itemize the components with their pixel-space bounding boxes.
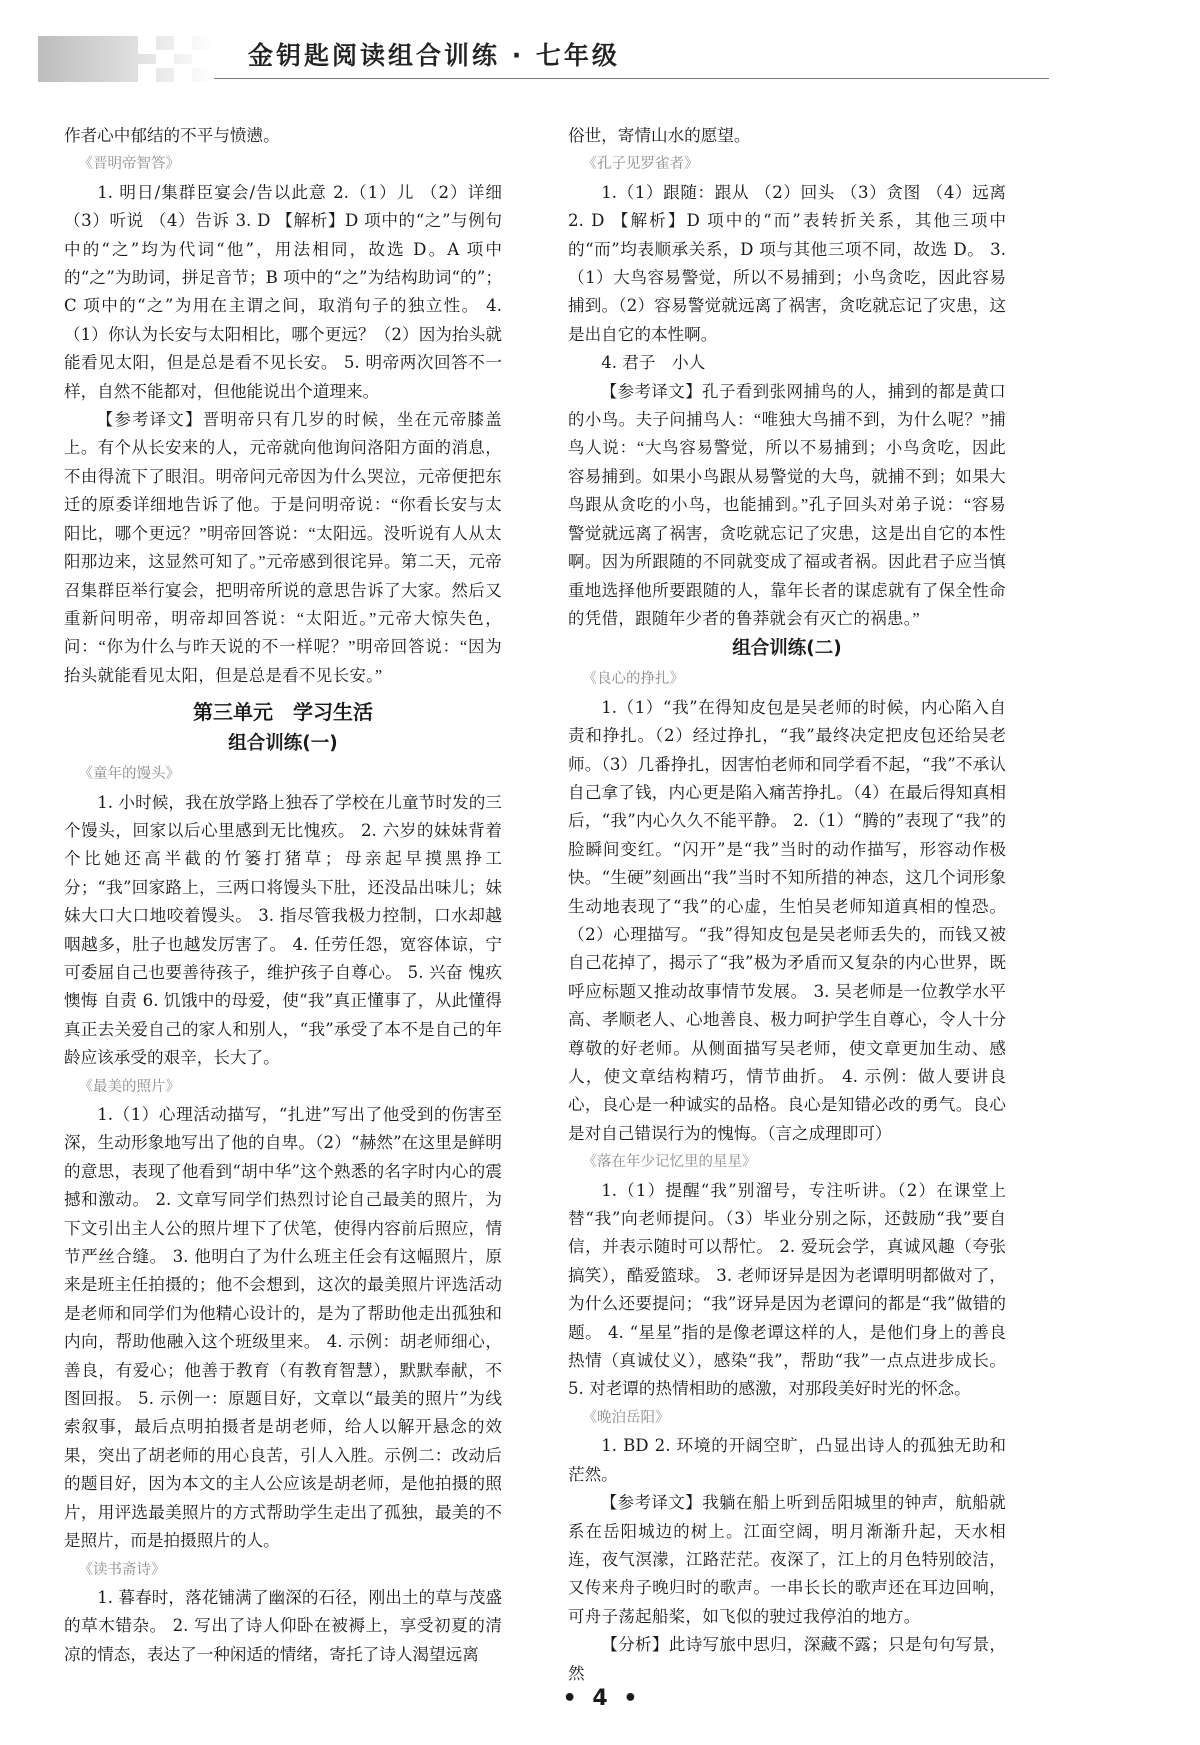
section-title: 《最美的照片》 (78, 1078, 180, 1095)
section-title: 《童年的馒头》 (78, 766, 180, 783)
answer-text: 4. 君子 小人 (601, 353, 706, 373)
header-checker-decoration (38, 36, 214, 82)
answer-text: 1. 暮春时，落花铺满了幽深的石径，刚出土的草与茂盛的草木错杂。 2. 写出了诗人仰卧在被褥上，享受初夏的清凉的情态，表达了一种闲适的情绪，寄托了诗人渴望远离 (64, 1587, 502, 1664)
answer-text: 1.（1）心理活动描写，“扎进”写出了他受到的伤害至深，生动形象地写出了他的自卑。（2）“赫然”在这里是鲜明的意思，表现了他看到“胡中华”这个熟悉的名字时内心的震撼和激动。 2. 文章写同学们热烈讨论自己最美的照片，为下文引出主人公的照片埋下了伏笔，使得内容前后照应，情节严丝合缝。 3. 他明白了为什么班主任会有这幅照片，原来是班主任拍摄的；他不会想到，这次的最美照片评选活动是老师和同学们为他精心设计的，是为了帮助他走出孤独和内向，帮助他融入这个班级里来。 4. 示例：胡老师细心，善良，有爱心；他善于教育（有教育智慧），默默奉献，不图回报。 5. 示例一：原题目好，文章以“最美的照片”为线索叙事，最后点明拍摄者是胡老师，给人以解开悬念的效果，突出了胡老师的用心良苦，引人入胜。示例二：改动后的题目好，因为本文的主人公应该是胡老师，是他拍摄的照片，用评选最美照片的方式帮助学生走出了孤独，最美的不是照片，而是拍摄照片的人。 (64, 1105, 502, 1551)
section-title: 《晋明帝智答》 (78, 156, 180, 173)
bullet-left: • (562, 1686, 577, 1711)
section-title: 《晚泊岳阳》 (582, 1409, 670, 1426)
answer-text: 1. 小时候，我在放学路上独吞了学校在儿童节时发的三个馒头，回家以后心里感到无比愧疚。 2. 六岁的妹妹背着个比她还高半截的竹篓打猪草；母亲起早摸黑挣工分；“我”回家路上，三两口将馒头下肚，还没品出味儿；妹妹大口大口地咬着馒头。 3. 指尽管我极力控制，口水却越咽越多，肚子也越发厉害了。 4. 任劳任怨，宽容体谅，宁可委屈自己也要善待孩子，维护孩子自尊心。 5. 兴奋 愧疚 懊悔 自责 6. 饥饿中的母爱，使“我”真正懂事了，从此懂得真正去关爱自己的家人和别人，“我”承受了本不是自己的年龄应该承受的艰辛，长大了。 (64, 792, 502, 1068)
training-heading: 组合训练(二) (732, 638, 842, 660)
answer-text: 1.（1）提醒“我”别溜号，专注听讲。（2）在课堂上替“我”向老师提问。（3）毕业分别之际，还鼓励“我”要自信，并表示随时可以帮忙。 2. 爱玩会学，真诚风趣（夸张搞笑），酷爱篮球。 3. 老师讶异是因为老谭明明都做对了，为什么还要提问；“我”讶异是因为老谭问的都是“我”做错的题。 4. “星星”指的是像老谭这样的人，是他们身上的善良热情（真诚仗义），感染“我”，帮助“我”一点点进步成长。 5. 对老谭的热情相助的感激，对那段美好时光的怀念。 (568, 1180, 1006, 1399)
section-title: 《落在年少记忆里的星星》 (582, 1154, 757, 1171)
translation-text: 【参考译文】晋明帝只有几岁的时候，坐在元帝膝盖上。有个从长安来的人，元帝就向他询问洛阳方面的消息，不由得流下了眼泪。明帝问元帝因为什么哭泣，元帝便把东迁的原委详细地告诉了他。于是问明帝说：“你看长安与太阳比，哪个更远？”明帝回答说：“太阳远。没听说有人从太阳那边来，这显然可知了。”元帝感到很诧异。第二天，元帝召集群臣举行宴会，把明帝所说的意思告诉了大家。然后又重新问明帝，明帝却回答说：“太阳近。”元帝大惊失色，问：“你为什么与昨天说的不一样呢？”明帝回答说：“因为抬头就能看见太阳，但是总是看不见长安。” (64, 410, 502, 685)
header-rule (214, 78, 1049, 79)
right-column (568, 122, 1006, 1688)
bullet-right: • (623, 1686, 638, 1711)
carry-text: 作者心中郁结的不平与愤懑。 (64, 126, 280, 145)
answer-text: 1. BD 2. 环境的开阔空旷，凸显出诗人的孤独无助和茫然。 (568, 1436, 1006, 1484)
page-number: 4 (592, 1686, 608, 1711)
answer-text: 1.（1）跟随：跟从 （2）回头 （3）贪图 （4）远离 2. D 【解析】D 项中的“而”表转折关系，其他三项中的“而”均表顺承关系，D 项与其他三项不同，故选 D。 3.（1）大鸟容易警觉，所以不易捕到；小鸟贪吃，因此容易捕到。（2）容易警觉就远离了祸害，贪吃就忘记了灾患，这是出自它的本性啊。 (568, 182, 1006, 344)
answer-text: 1.（1）“我”在得知皮包是吴老师的时候，内心陷入自责和挣扎。（2）经过挣扎，“我”最终决定把皮包还给吴老师。（3）几番挣扎，因害怕老师和同学看不起，“我”不承认自己拿了钱，内心更是陷入痛苦挣扎。（4）在最后得知真相后，“我”内心久久不能平静。 2.（1）“腾的”表现了“我”的脸瞬间变红。“闪开”是“我”当时的动作描写，形容动作极快。“生硬”刻画出“我”当时不知所措的神态，这几个词形象生动地表现了“我”的心虚，生怕吴老师知道真相的惶恐。（2）心理描写。“我”得知皮包是吴老师丢失的，而钱又被自己花掉了，揭示了“我”极为矛盾而又复杂的内心世界，既呼应标题又推动故事情节发展。 3. 吴老师是一位教学水平高、孝顺老人、心地善良、极力呵护学生自尊心，令人十分尊敬的好老师。从侧面描写吴老师，使文章更加生动、感人，使文章结构精巧，情节曲折。 4. 示例：做人要讲良心，良心是一种诚实的品格。良心是知错必改的勇气。良心是对自己错误行为的愧悔。（言之成理即可） (568, 697, 1006, 1143)
page-header (38, 30, 1058, 86)
section-title: 《孔子见罗雀者》 (582, 156, 699, 173)
section-title: 《良心的挣扎》 (582, 671, 684, 688)
unit-heading: 第三单元 学习生活 (193, 700, 373, 725)
translation-text: 【参考译文】孔子看到张网捕鸟的人，捕到的都是黄口的小鸟。夫子问捕鸟人：“唯独大鸟捕不到，为什么呢？”捕鸟人说：“大鸟容易警觉，所以不易捕到；小鸟贪吃，因此容易捕到。如果小鸟跟从易警觉的大鸟，就捕不到；如果大鸟跟从贪吃的小鸟，也能捕到。”孔子回头对弟子说：“容易警觉就远离了祸害，贪吃就忘记了灾患，这是出自它的本性啊。因为所跟随的不同就变成了福或者祸。因此君子应当慎重地选择他所要跟随的人，靠年长者的谋虑就有了保全性命的凭借，跟随年少者的鲁莽就会有灭亡的祸患。” (568, 381, 1006, 628)
training-heading: 组合训练(一) (228, 733, 338, 755)
header-title: 金钥匙阅读组合训练 · 七年级 (248, 41, 620, 70)
section-title: 《读书斋诗》 (78, 1561, 166, 1578)
translation-text: 【参考译文】我躺在船上听到岳阳城里的钟声，航船就系在岳阳城边的树上。江面空阔，明月渐渐升起，天水相连，夜气溟濛，江路茫茫。夜深了，江上的月色特别皎洁，又传来舟子晚归时的歌声。一串长长的歌声还在耳边回响，可舟子荡起船桨，如飞似的驶过我停泊的地方。 (568, 1493, 1006, 1626)
carry-text: 俗世，寄情山水的愿望。 (568, 126, 751, 145)
left-column (64, 122, 502, 1669)
page-footer (0, 1686, 1200, 1711)
analysis-text: 【分析】此诗写旅中思归，深藏不露；只是句句写景，然 (568, 1635, 1006, 1683)
answer-text: 1. 明日/集群臣宴会/告以此意 2.（1）儿 （2）详细 （3）听说 （4）告诉 3. D 【解析】D 项中的“之”与例句中的“之”均为代词“他”，用法相同，故选 D。A 项中的“之”为助词，拼足音节；B 项中的“之”为结构助词“的”；C 项中的“之”为用在主谓之间，取消句子的独立性。 4.（1）你认为长安与太阳相比，哪个更远？（2）因为抬头就能看见太阳，但是总是看不见长安。 5. 明帝两次回答不一样，自然不能都对，但他能说出个道理来。 (64, 182, 502, 401)
